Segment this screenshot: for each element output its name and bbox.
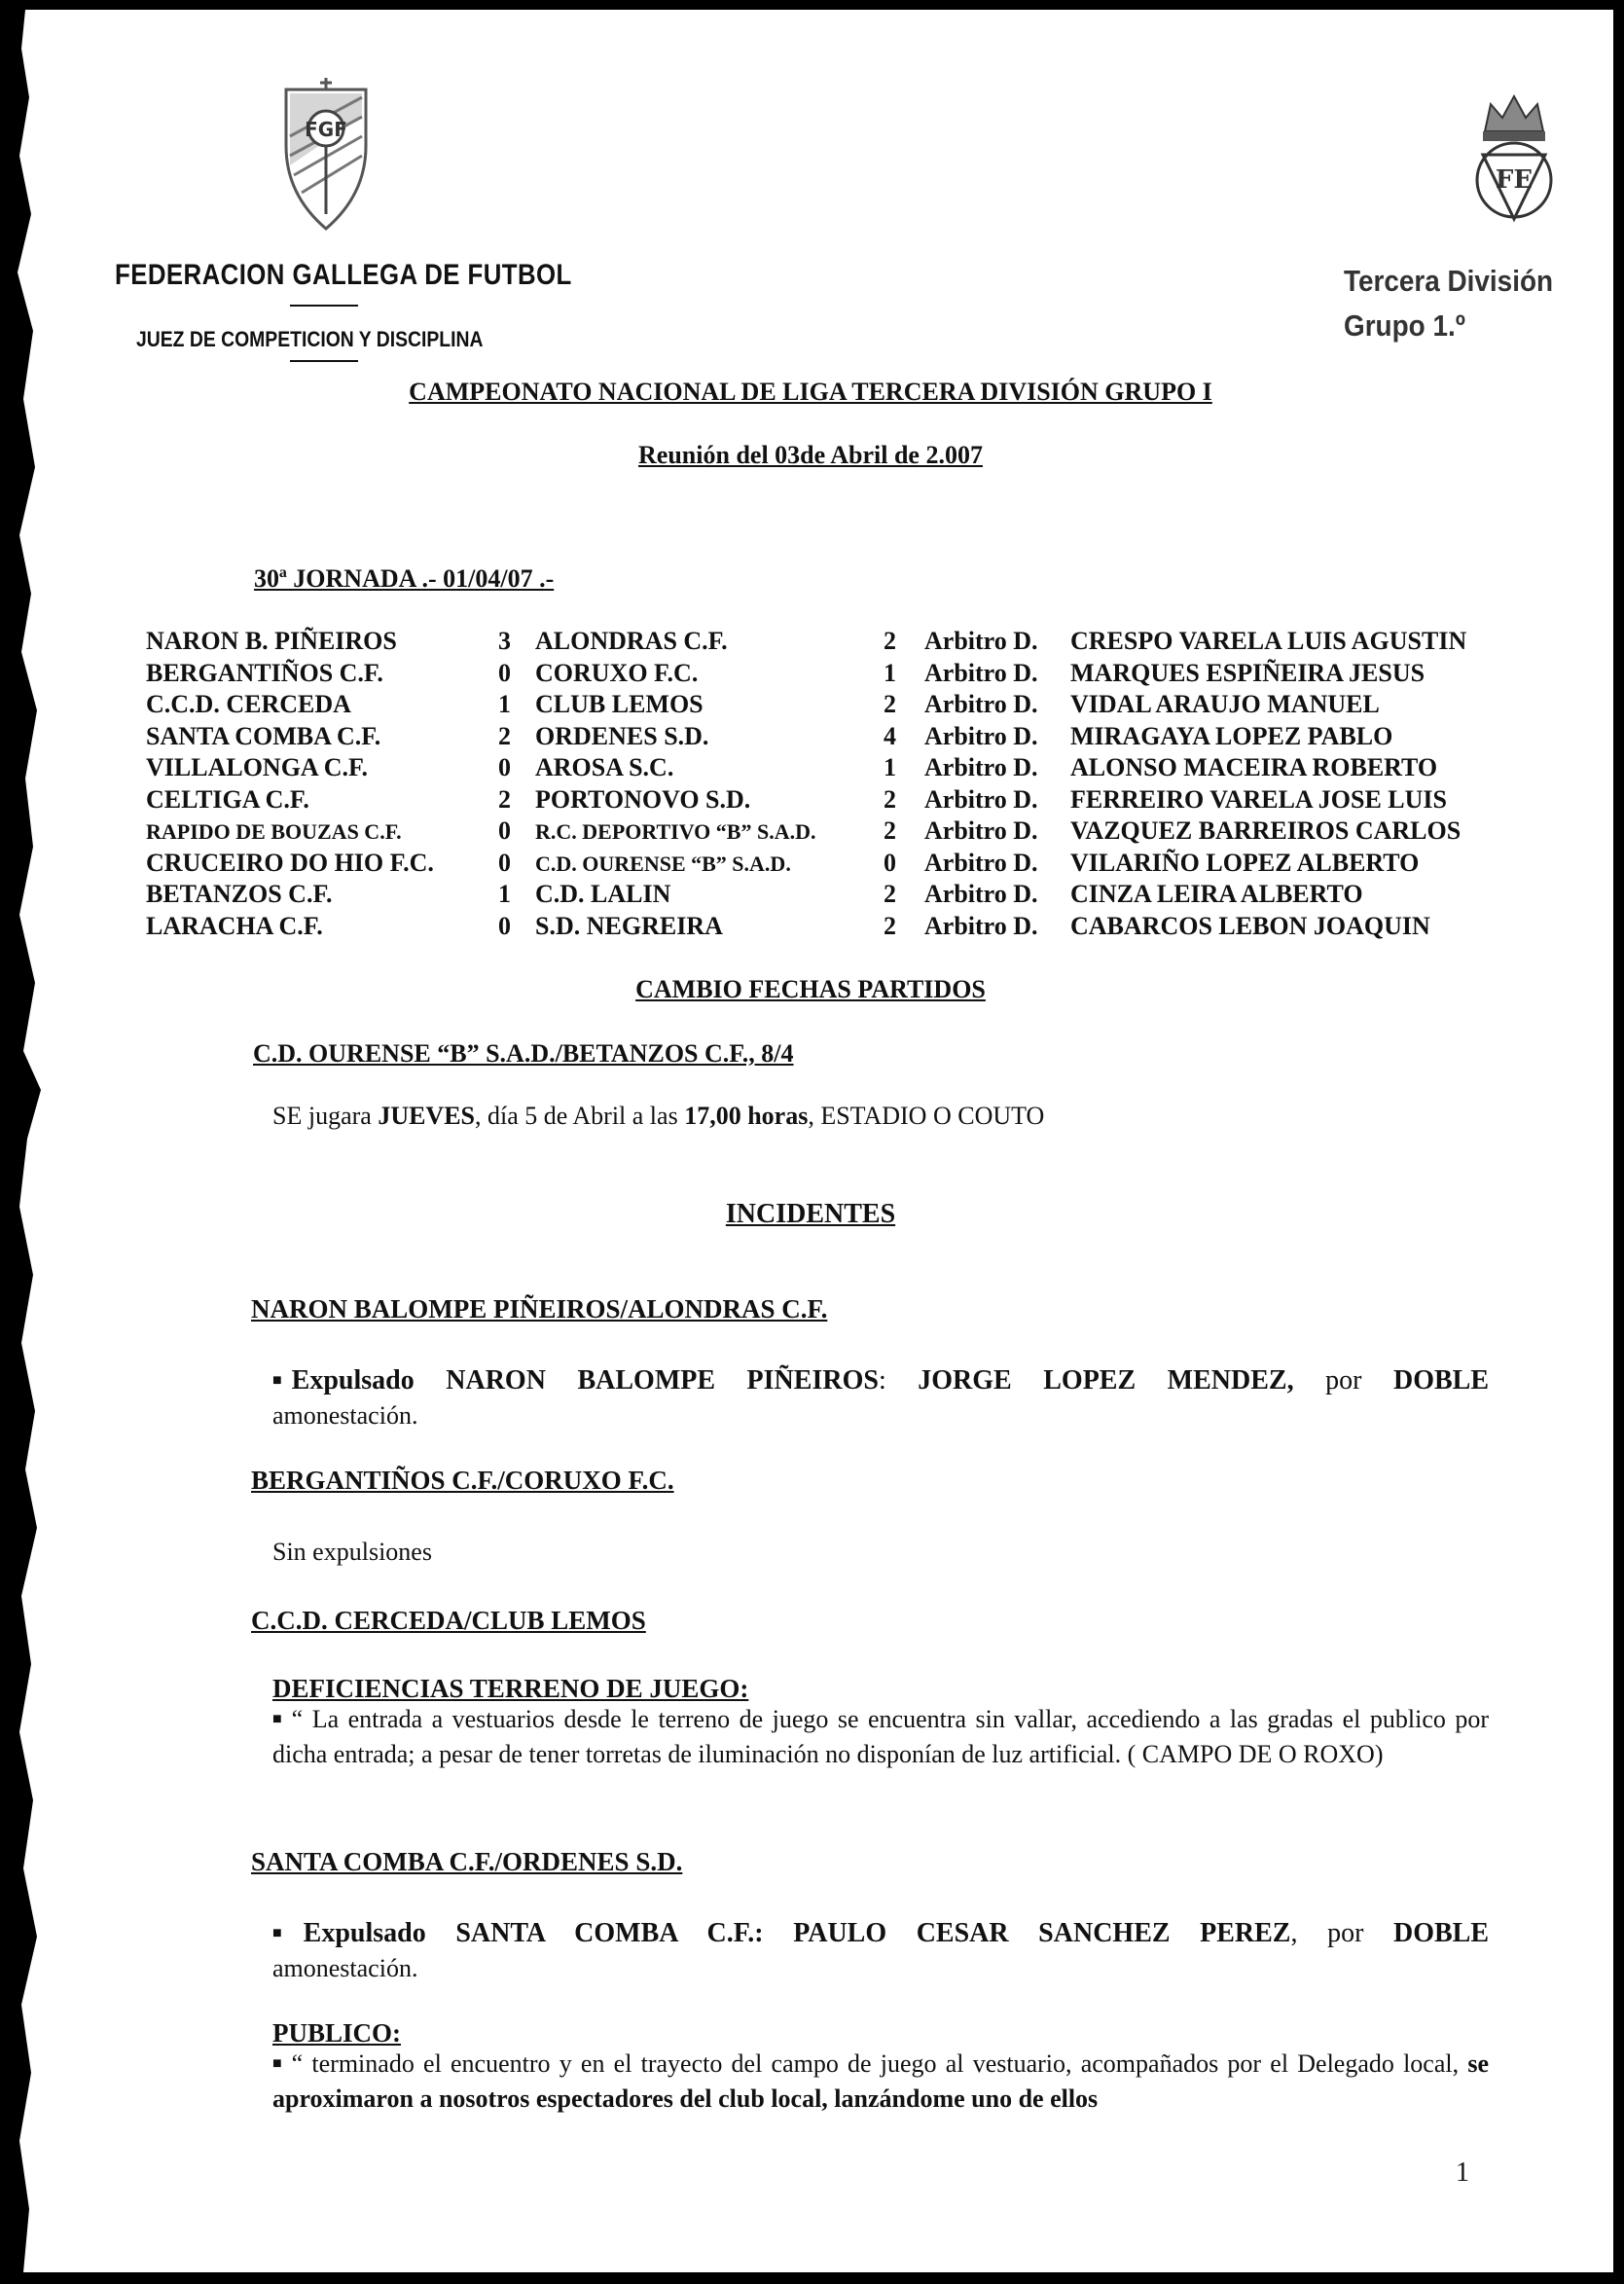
referee-label: Arbitro D. — [924, 784, 1038, 814]
cambio-time: 17,00 horas — [684, 1102, 809, 1130]
federation-name: FEDERACION GALLEGA DE FUTBOL — [115, 259, 572, 291]
match-heading: BERGANTIÑOS C.F./CORUXO F.C. — [251, 1466, 674, 1495]
home-score: 2 — [498, 784, 511, 814]
home-team: BETANZOS C.F. — [146, 880, 333, 908]
home-score: 0 — [498, 911, 511, 940]
referee-label: Arbitro D. — [924, 911, 1038, 940]
home-score: 1 — [498, 880, 511, 908]
home-score: 0 — [498, 848, 511, 877]
home-team: CRUCEIRO DO HIO F.C. — [146, 848, 434, 877]
away-score: 0 — [884, 848, 896, 877]
away-score: 2 — [884, 690, 896, 718]
meeting-date: Reunión del 03de Abril de 2.007 — [638, 441, 983, 469]
bullet-icon: ■ — [272, 2055, 282, 2073]
bullet-icon: ■ — [272, 1924, 282, 1941]
publico-text — [272, 2048, 1489, 2116]
match-heading: NARON BALOMPE PIÑEIROS/ALONDRAS C.F. — [251, 1294, 828, 1323]
away-score: 4 — [884, 721, 896, 750]
away-score: 2 — [884, 880, 896, 908]
reason-detail: amonestación. — [272, 1953, 418, 1982]
away-team: R.C. DEPORTIVO “B” S.A.D. — [535, 819, 816, 844]
svg-text:FE: FE — [1495, 165, 1534, 195]
referee-label: Arbitro D. — [924, 848, 1038, 877]
division-label — [1344, 259, 1553, 348]
cambio-text: SE jugara — [272, 1102, 379, 1130]
cambio-text: , día 5 de Abril a las — [475, 1102, 685, 1130]
away-score: 2 — [884, 784, 896, 814]
match-heading: SANTA COMBA C.F./ORDENES S.D. — [251, 1847, 683, 1876]
away-score: 2 — [884, 627, 896, 655]
away-team: C.D. LALIN — [535, 880, 671, 908]
home-team: SANTA COMBA C.F. — [146, 721, 381, 750]
home-score: 0 — [498, 816, 511, 845]
home-score: 1 — [498, 690, 511, 718]
galician-football-federation-crest-icon — [280, 78, 372, 234]
match-heading: C.C.D. CERCEDA/CLUB LEMOS — [251, 1606, 646, 1635]
deficiencias-body: “ La entrada a vestuarios desde le terreno de juego se encuentra sin vallar, accediendo a las gradas el publico por dicha entrada; a pesar de tener torretas de iluminación no disponían de luz artificial. ( CAMPO DE O ROXO) — [272, 1705, 1489, 1769]
referee-name: ALONSO MACEIRA ROBERTO — [1070, 753, 1438, 781]
referee-name: CABARCOS LEBON JOAQUIN — [1070, 911, 1430, 940]
expulsion-team: Expulsado NARON BALOMPE PIÑEIROS — [291, 1365, 879, 1396]
torn-edge — [8, 10, 66, 2272]
home-team: C.C.D. CERCEDA — [146, 690, 351, 718]
away-team: C.D. OURENSE “B” S.A.D. — [535, 851, 791, 876]
referee-label: Arbitro D. — [924, 658, 1038, 687]
referee-label: Arbitro D. — [924, 753, 1038, 781]
separator: : — [878, 1365, 919, 1396]
group-name: Grupo 1.º — [1344, 308, 1465, 343]
incident-expulsion — [272, 1917, 1489, 1985]
home-team: VILLALONGA C.F. — [146, 753, 369, 781]
referee-label: Arbitro D. — [924, 627, 1038, 655]
division-name: Tercera División — [1344, 264, 1554, 298]
referee-label: Arbitro D. — [924, 816, 1038, 845]
home-score: 0 — [498, 753, 511, 781]
office-name: JUEZ DE COMPETICION Y DISCIPLINA — [136, 327, 484, 351]
home-team: RAPIDO DE BOUZAS C.F. — [146, 819, 402, 844]
page-number: 1 — [1456, 2157, 1469, 2188]
away-score: 1 — [884, 753, 896, 781]
away-team: ORDENES S.D. — [535, 721, 709, 750]
cambio-heading: CAMBIO FECHAS PARTIDOS — [635, 975, 986, 1003]
away-team: PORTONOVO S.D. — [535, 784, 751, 814]
cambio-match: C.D. OURENSE “B” S.A.D./BETANZOS C.F., 8/4 — [253, 1039, 794, 1068]
referee-label: Arbitro D. — [924, 721, 1038, 750]
expelled-player: JORGE LOPEZ MENDEZ, — [918, 1365, 1294, 1396]
jornada-heading: 30ª JORNADA .- 01/04/07 .- — [254, 564, 555, 593]
home-team: CELTIGA C.F. — [146, 784, 309, 814]
publico-body-bold: se aproximaron a nosotros espectadores del club local, lanzándome uno de ellos — [272, 2049, 1489, 2114]
divider — [290, 305, 358, 307]
referee-name: FERREIRO VARELA JOSE LUIS — [1070, 784, 1447, 814]
referee-name: VIDAL ARAUJO MANUEL — [1070, 690, 1380, 718]
expelled-player: Expulsado SANTA COMBA C.F.: PAULO CESAR SANCHEZ PEREZ — [303, 1918, 1291, 1948]
no-expulsions: Sin expulsiones — [272, 1538, 432, 1566]
deficiencias-text — [272, 1703, 1489, 1771]
deficiencias-heading: DEFICIENCIAS TERRENO DE JUEGO: — [272, 1674, 749, 1703]
divider — [290, 360, 358, 362]
referee-label: Arbitro D. — [924, 880, 1038, 908]
home-team: LARACHA C.F. — [146, 911, 323, 940]
cambio-detail — [272, 1102, 1044, 1131]
bullet-icon: ■ — [272, 1711, 282, 1728]
home-score: 2 — [498, 721, 511, 750]
referee-name: MIRAGAYA LOPEZ PABLO — [1070, 721, 1393, 750]
away-team: AROSA S.C. — [535, 753, 674, 781]
publico-body: “ terminado el encuentro y en el trayecto del campo de juego al vestuario, acompañados por el Delegado local, — [291, 2049, 1468, 2078]
referee-label: Arbitro D. — [924, 690, 1038, 718]
reason-detail: amonestación. — [272, 1400, 418, 1430]
referee-name: VAZQUEZ BARREIROS CARLOS — [1070, 816, 1462, 845]
cambio-day: JUEVES — [378, 1102, 476, 1130]
publico-heading: PUBLICO: — [272, 2018, 402, 2048]
reason: DOBLE — [1392, 1918, 1489, 1948]
away-team: CLUB LEMOS — [535, 690, 704, 718]
away-team: ALONDRAS C.F. — [535, 627, 728, 655]
away-score: 2 — [884, 816, 896, 845]
referee-name: MARQUES ESPIÑEIRA JESUS — [1070, 658, 1426, 687]
away-team: S.D. NEGREIRA — [535, 911, 723, 940]
away-score: 1 — [884, 658, 896, 687]
incident-expulsion — [272, 1364, 1489, 1432]
away-score: 2 — [884, 911, 896, 940]
referee-name: CRESPO VARELA LUIS AGUSTIN — [1070, 627, 1467, 655]
cambio-venue: , ESTADIO O COUTO — [808, 1102, 1045, 1130]
home-score: 0 — [498, 658, 511, 687]
away-team: CORUXO F.C. — [535, 658, 699, 687]
por-text: , por — [1290, 1918, 1393, 1948]
incidentes-heading: INCIDENTES — [725, 1199, 896, 1229]
home-score: 3 — [498, 627, 511, 655]
document-page — [8, 10, 1613, 2272]
por-text: por — [1293, 1365, 1393, 1396]
spanish-football-federation-crown-crest-icon — [1469, 92, 1559, 229]
referee-name: CINZA LEIRA ALBERTO — [1070, 880, 1363, 908]
home-team: BERGANTIÑOS C.F. — [146, 658, 383, 687]
bullet-icon: ■ — [272, 1371, 282, 1389]
document-title: CAMPEONATO NACIONAL DE LIGA TERCERA DIVISIÓN GRUPO I — [409, 378, 1212, 406]
reason: DOBLE — [1392, 1365, 1489, 1396]
home-team: NARON B. PIÑEIROS — [146, 627, 397, 655]
svg-text:FGF: FGF — [305, 118, 347, 141]
referee-name: VILARIÑO LOPEZ ALBERTO — [1070, 848, 1420, 877]
